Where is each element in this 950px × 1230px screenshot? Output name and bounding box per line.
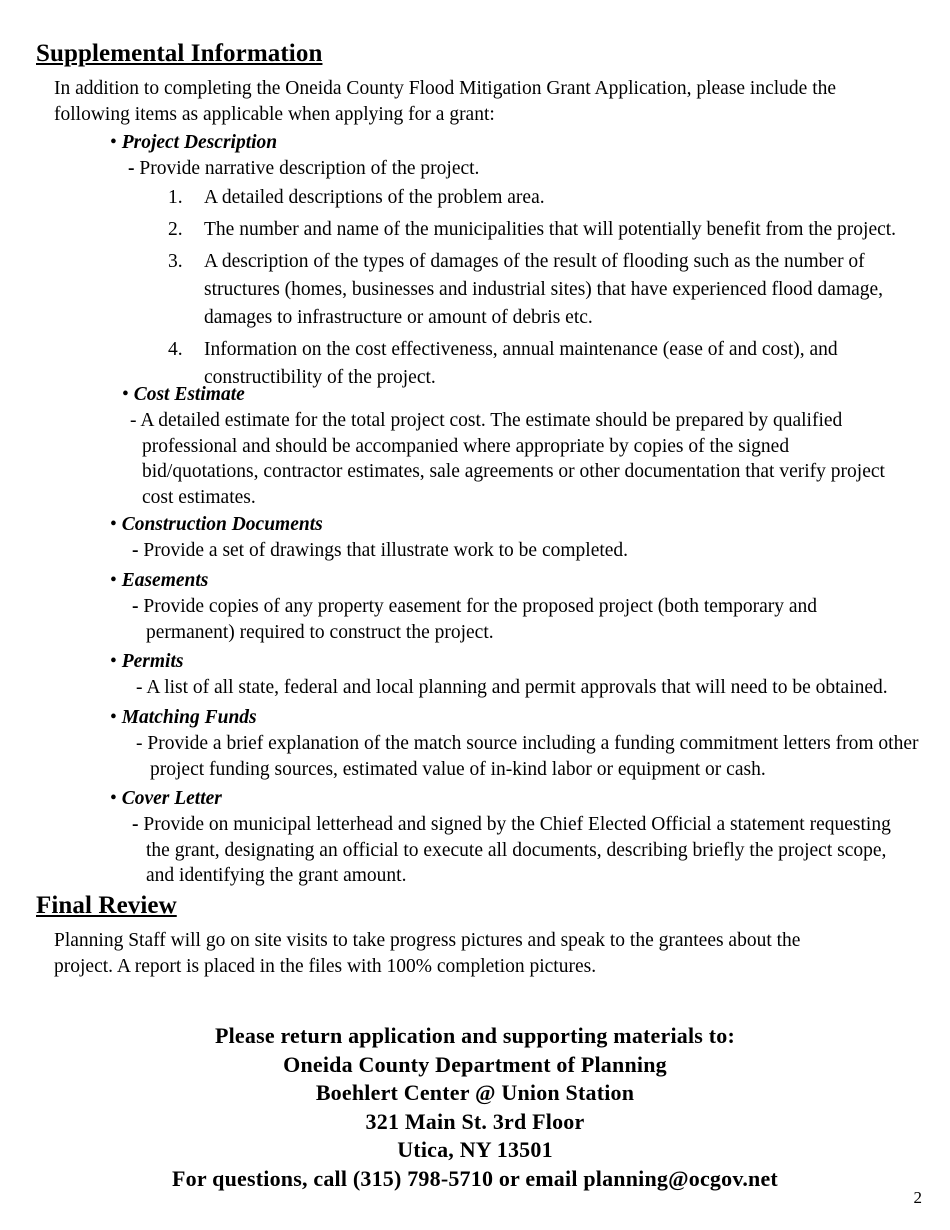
- dash-item-construction-documents: [132, 538, 902, 564]
- page-title-supplemental-information: Supplemental Information: [36, 40, 323, 67]
- list-item: [168, 184, 928, 212]
- bullet-icon: •: [110, 651, 117, 672]
- list-item-number: 1.: [168, 187, 183, 208]
- footer-line-contact: For questions, call (315) 798-5710 or email planning@ocgov.net: [172, 1165, 778, 1191]
- dash-item-cover-letter: [132, 812, 901, 889]
- dash-item-text: A list of all state, federal and local planning and permit approvals that will need to be obtained.: [146, 677, 888, 698]
- section-heading-cost-estimate: [122, 382, 950, 407]
- section-permits: [110, 649, 950, 674]
- dash-item-text: Provide on municipal letterhead and signed by the Chief Elected Official a statement requesting the grant, designating an official to execute all documents, describing briefly the project scope, and identifying the grant amount.: [143, 814, 891, 886]
- section-heading-construction-documents: [110, 512, 950, 537]
- dash-item-text: A detailed estimate for the total project cost. The estimate should be prepared by qualified professional and should be accompanied where appropriate by copies of the signed bid/quotations, contractor estimates, sale agreements or other documentation that verify project cost estimates.: [140, 410, 885, 508]
- bullet-icon: •: [110, 788, 117, 809]
- bullet-icon: •: [110, 132, 117, 153]
- section-title: Cost Estimate: [133, 384, 245, 405]
- list-item-number: 3.: [168, 251, 183, 272]
- list-item-number: 2.: [168, 219, 183, 240]
- section-title: Project Description: [121, 132, 278, 153]
- list-item-text: Information on the cost effectiveness, annual maintenance (ease of and cost), and constructibility of the project.: [204, 339, 838, 388]
- final-review-paragraph: Planning Staff will go on site visits to take progress pictures and speak to the grantees about the project. A report is placed in the files with 100% completion pictures.: [54, 930, 801, 977]
- section-cover-letter: [110, 786, 950, 811]
- list-item: [168, 248, 928, 332]
- dash-item-text: Provide a set of drawings that illustrate work to be completed.: [143, 540, 629, 561]
- page-number: 2: [913, 1188, 922, 1207]
- footer-line-city-state-zip: Utica, NY 13501: [397, 1137, 553, 1162]
- dash-item-cost-estimate: [130, 408, 902, 510]
- section-title: Construction Documents: [121, 514, 323, 535]
- list-item-number: 4.: [168, 339, 183, 360]
- dash-item-text: Provide a brief explanation of the match source including a funding commitment letters from other project funding sources, estimated value of in-kind labor or equipment or cash.: [147, 733, 919, 780]
- dash-icon: -: [136, 677, 143, 698]
- footer-line-department: Oneida County Department of Planning: [283, 1051, 667, 1077]
- section-cost-estimate: [122, 382, 950, 407]
- numbered-list-project-description: [168, 184, 928, 392]
- section-heading-matching-funds: [110, 705, 950, 730]
- dash-item-easements: [132, 594, 898, 645]
- footer-line-street: 321 Main St. 3rd Floor: [365, 1108, 585, 1134]
- dash-item-project-description: [128, 156, 918, 182]
- page-title-final-review: Final Review: [36, 892, 177, 919]
- section-heading-permits: [110, 649, 950, 674]
- list-item-text: A detailed descriptions of the problem area.: [204, 187, 545, 208]
- bullet-icon: •: [110, 570, 117, 591]
- list-item-text: The number and name of the municipalities that will potentially benefit from the project.: [204, 219, 897, 240]
- dash-item-text: Provide narrative description of the project.: [139, 158, 480, 179]
- return-address-block: [0, 1022, 950, 1193]
- dash-item-text: Provide copies of any property easement for the proposed project (both temporary and permanent) required to construct the project.: [143, 596, 817, 643]
- dash-item-matching-funds: [136, 731, 925, 782]
- ordered-list: [168, 184, 928, 392]
- intro-paragraph: [54, 76, 899, 127]
- section-easements: [110, 568, 950, 593]
- section-title: Matching Funds: [121, 707, 257, 728]
- intro-text: In addition to completing the Oneida County Flood Mitigation Grant Application, please include the following items as applicable when applying for a grant:: [54, 78, 837, 125]
- bullet-icon: •: [110, 707, 117, 728]
- dash-icon: -: [128, 158, 135, 179]
- bullet-icon: •: [110, 514, 117, 535]
- list-item: [168, 216, 928, 244]
- list-item-text: A description of the types of damages of the result of flooding such as the number of structures (homes, businesses and industrial sites) that have experienced flood damage, damages to infrastructure or amount of debris etc.: [204, 251, 884, 328]
- section-heading-easements: [110, 568, 950, 593]
- section-matching-funds: [110, 705, 950, 730]
- section-title: Easements: [121, 570, 209, 591]
- footer-line-building: Boehlert Center @ Union Station: [315, 1080, 635, 1105]
- dash-icon: -: [130, 410, 137, 431]
- dash-icon: -: [136, 733, 143, 754]
- bullet-icon: •: [122, 384, 129, 405]
- dash-icon: -: [132, 596, 139, 617]
- section-heading-cover-letter: [110, 786, 950, 811]
- section-construction-documents: [110, 512, 950, 537]
- dash-item-permits: [136, 675, 926, 701]
- dash-icon: -: [132, 814, 139, 835]
- footer-line-return-to: Please return application and supporting materials to:: [214, 1023, 736, 1048]
- section-project-description: [110, 130, 950, 155]
- section-heading-project-description: [110, 130, 950, 155]
- section-title: Permits: [121, 651, 184, 672]
- section-title: Cover Letter: [121, 788, 222, 809]
- dash-icon: -: [132, 540, 139, 561]
